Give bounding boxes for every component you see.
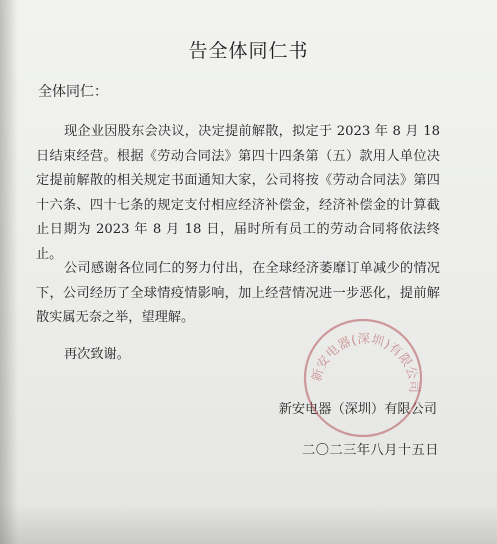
salutation: 全体同仁：: [38, 84, 108, 100]
company-signature: 新安电器（深圳）有限公司: [278, 402, 437, 417]
seal-text: 新安电器(深圳)有限公司: [308, 330, 423, 394]
closing-thanks: 再次致谢。: [64, 347, 130, 362]
signature-date: 二〇二三年八月十五日: [302, 443, 439, 458]
page-shadow-left: [0, 0, 18, 544]
document-title: 告全体同仁书: [188, 40, 309, 62]
paragraph-dissolution: 现企业因股东会决议，决定提前解散，拟定于 2023 年 8 月 18 日结束经营。根据《劳动合同法》第四十四条第（五）款用人单位决定提前解散的相关规定书面通知大家，公司将按《劳动合同法》第四十六条、四十七条的规定支付相应经济补偿金，经济补偿金的计算截止日期为 2023 年 8 月 18 日，届时所有员工的劳动合同将依法终止。: [36, 124, 440, 262]
svg-text:新安电器(深圳)有限公司: [308, 331, 422, 394]
page-shadow-bottom: [0, 504, 497, 544]
company-seal-stamp: [298, 312, 428, 442]
paragraph-appreciation: 公司感谢各位同仁的努力付出，在全球经济萎靡订单减少的情况下，公司经历了全球情疫情影响，加上经营情况进一步恶化，提前解散实属无奈之举，望理解。: [36, 261, 440, 325]
